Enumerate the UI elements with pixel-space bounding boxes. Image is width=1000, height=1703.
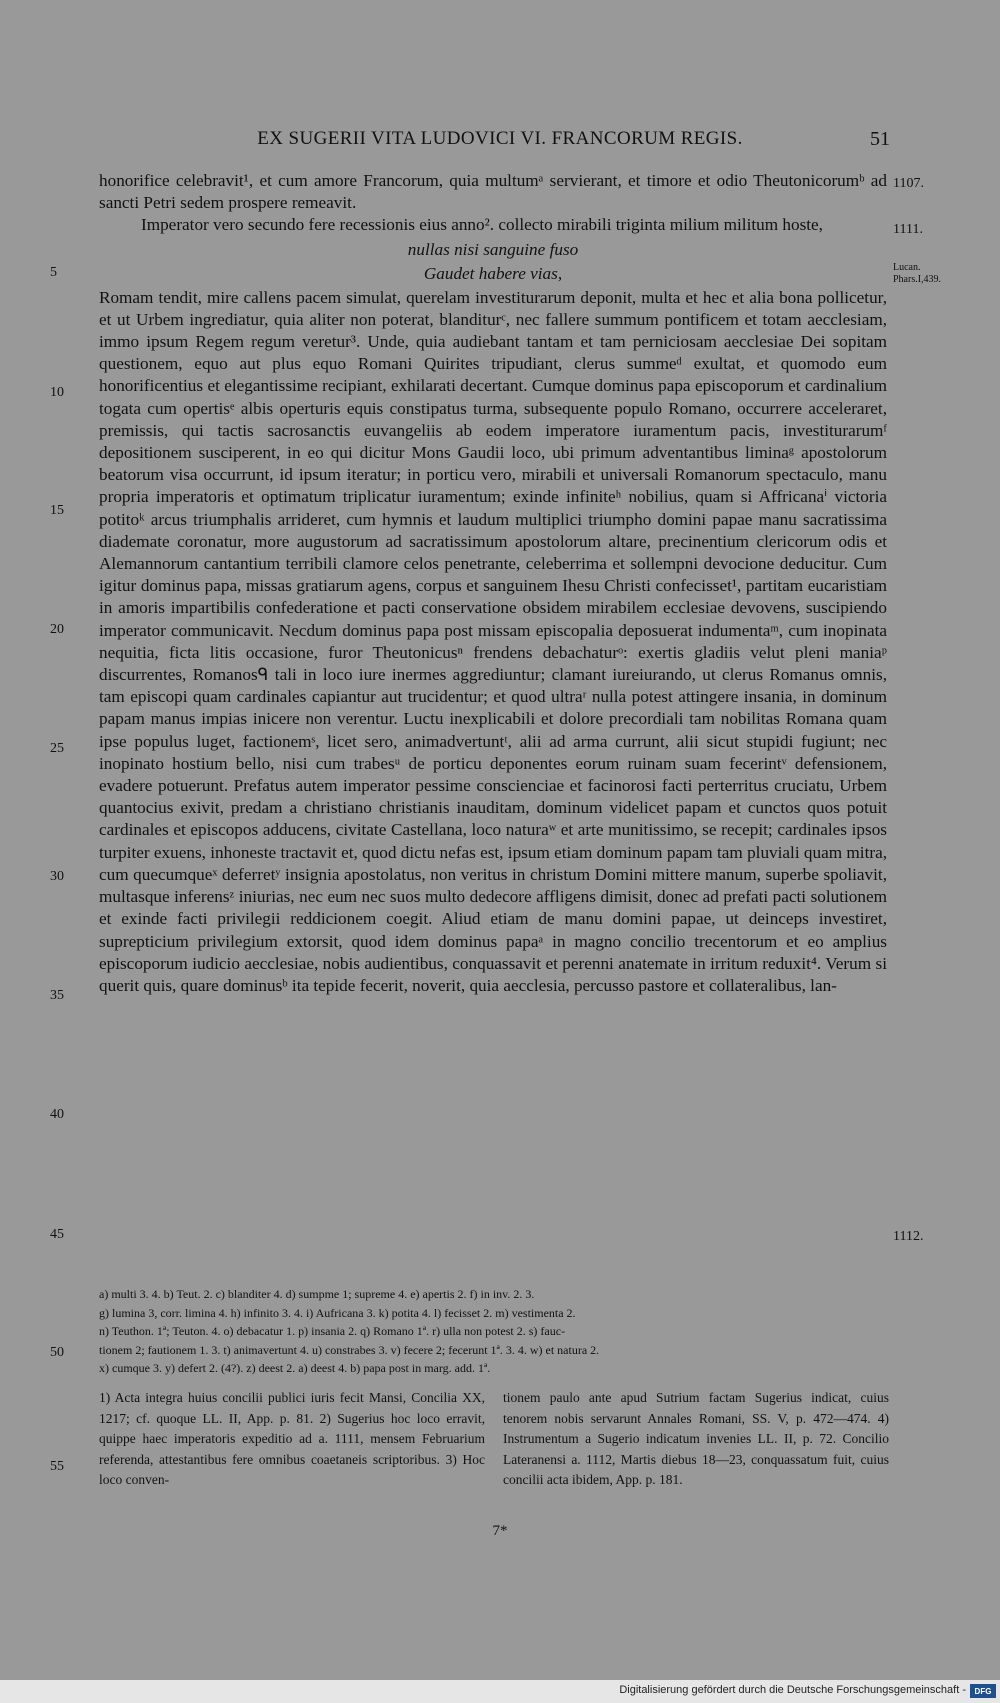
margin-year: 1112. [893, 1229, 924, 1244]
line-number: 15 [50, 503, 64, 518]
paragraph: honorifice celebravit¹, et cum amore Francorum, quia multumᵃ servierant, et timore et odio Theutonicorumᵇ ad sancti Petri sedem prospere remeavit. [99, 171, 887, 213]
line-number: 35 [50, 988, 64, 1003]
line-number: 20 [50, 622, 64, 637]
page-header [0, 128, 1000, 154]
line-number: 25 [50, 741, 64, 756]
variant-row: g) lumina 3, corr. limina 4. h) infinito 3. 4. i) Aufricana 3. k) potita 4. l) fecisset 2. m) vestimenta 2. [99, 1305, 576, 1320]
dfg-logo-icon: DFG [970, 1684, 996, 1698]
footnote-column-right [503, 1388, 889, 1491]
line-number: 55 [50, 1459, 64, 1474]
credit-bar [0, 1680, 1000, 1703]
signature-mark: 7* [492, 1523, 508, 1539]
line-number: 30 [50, 869, 64, 884]
line-number: 40 [50, 1107, 64, 1122]
line-number: 5 [50, 265, 57, 280]
main-text [99, 170, 887, 997]
paragraph: Imperator vero secundo fere recessionis eius anno². collecto mirabili triginta milium militum hoste, [141, 215, 823, 235]
line-number: 50 [50, 1345, 64, 1360]
footnote-text: 1) Acta integra huius concilii publici iuris fecit Mansi, Concilia XX, 1217; cf. quoque LL. II, App. p. 81. 2) Sugerius hoc loco erravit, quippe haec imperatoris expeditio ad a. 1111, mensem Februarium referenda, attestantibus fere omnibus coaetaneis scriptoribus. 3) Hoc loco conven- [99, 1390, 485, 1487]
verse-line: nullas nisi sanguine fuso [407, 239, 579, 259]
page-number: 51 [870, 128, 890, 150]
line-number: 10 [50, 385, 64, 400]
margin-reference: Lucan. [893, 262, 921, 273]
variant-row: n) Teuthon. 1ª; Teuton. 4. o) debacatur 1. p) insania 2. q) Romano 1ª. r) ulla non potest 2. s) fauc- [99, 1324, 566, 1338]
variant-row: a) multi 3. 4. b) Teut. 2. c) blanditer 4. d) sumpme 1; supreme 4. e) apertis 2. f) in inv. 2. 3. [99, 1287, 535, 1301]
verse-line: Gaudet habere vias, [423, 263, 563, 283]
funding-credit: Digitalisierung gefördert durch die Deutsche Forschungsgemeinschaft - [619, 1684, 966, 1696]
variant-apparatus [99, 1285, 889, 1378]
footnote-column-left [99, 1388, 485, 1491]
paragraph: Romam tendit, mire callens pacem simulat, querelam investiturarum deponit, multa et hec et alia bona pollicetur, et ut Urbem ingrediatur, quia aliter non poterat, blanditurᶜ, nec fallere summum pontificem et totam aecclesiam, immo ipsum Regem regum veretur³. Unde, quia audiebant tantam et tam perniciosam aecclesiae Dei sopitam questionem, equo aut plus equo Romani Quirites tripudiant, clerus summeᵈ exultat, et quomodo eum honorificentius et elegantissime recipiant, exhilarati decertant. Cumque dominus papa episcoporum et cardinalium togata cum opertisᵉ albis operturis equis constipatus turma, subsequente populo Romano, occurrere acceleraret, premissis, qui tactis sacrosanctis euvangeliis ab eodem imperatore iuramentum pacis, investiturarumᶠ depositionem susciperent, in eo qui dicitur Mons Gaudii loco, ubi primum adventantibus liminaᵍ apostolorum beatorum visa occurrunt, id ipsum iteratur; in porticu vero, mirabili et universali Romanorum spectaculo, manu propria imperatoris et optimatum triplicatur iuramentum; exinde infiniteʰ nobilius, quam si Affricanaⁱ victoria potitoᵏ arcus triumphalis arrideret, cum hymnis et laudum multiplici triumpho domini papae manu sacratissima diademate coronatur, more augustorum ad sacratissimum apostolorum altare, precinentium clericorum odis et Alemannorum cantantium terribili clamore celos penetrante, celeberrima et sollempni devocione deducitur. Cum igitur dominus papa, missas gratiarum agens, corpus et sanguinem Ihesu Christi confecisset¹, partitam eucaristiam in amoris impartibilis confederatione et pacti conservatione obsidem mirabilem ecclesiae devovens, suscipiendo imperator communicavit. Necdum dominus papa post missam episcopalia deposuerat indumentaᵐ, cum inopinata nequitia, ficta litis occasione, furor Theutonicusⁿ frendens debachaturᵒ: exertis gladiis velut pleni maniaᵖ discurrentes, Romanosᑫ tali in loco iure inermes aggrediuntur; clamant iureiurando, ut clerus Romanus omnis, tam episcopi quam cardinales capiantur aut trucidentur; et quod ultraʳ nulla potest attingere insania, in dominum papam manus impias inicere non verentur. Luctu inexplicabili et dolore precordiali tam nobilitas Romana quam ipse populus luget, factionemˢ, licet sero, animadvertuntᵗ, alii ad arma currunt, alii sicut stupidi fugiunt; nec inopinato hostium bello, nisi cum trabesᵘ de porticu deponentes eorum ruinam suam fecerintᵛ defensionem, evadere potuerunt. Prefatus autem imperator pessime conscienciae et facinorosi facti perterritus cruciatu, Urbem quantocius exivit, predam a christiano christianis inauditam, dominum videlicet papam et cunctos quos potuit cardinales et episcopos adducens, civitate Castellana, loco naturaʷ et arte munitissimo, se recepit; cardinales ipsos turpiter exuens, inhoneste tractavit et, quod dictu nefas est, ipsum etiam dominum papam tam pluviali quam mitra, cum quecumqueˣ deferretʸ insignia apostolatus, non veritus in christum Domini mittere manum, superbe spoliavit, multasque inferensᶻ iniurias, nec eum nec suos multo dedecore affligens dimisit, donec ad prefati pacti solutionem et exinde facti privilegii reddicionem coegit. Aliud etiam de manu domini papae, ut deinceps investiret, suprepticium privilegium extorsit, quod idem dominus papaᵃ in magno concilio trecentorum et eo amplius episcoporum iudicio aecclesiae, nobis audientibus, conquassavit et perenni anatemate in irritum reduxit⁴. Verum si querit quis, quare dominusᵇ ita tepide fecerit, noverit, quia aecclesia, percusso pastore et collateralibus, lan- [99, 287, 887, 995]
variant-row: tionem 2; fautionem 1. 3. t) animavertunt 4. u) constrabes 3. v) fecere 2; fecerunt 1ª. 3. 4. w) et natura 2. [99, 1342, 600, 1357]
margin-year: 1107. [893, 176, 924, 191]
footnotes [99, 1388, 889, 1491]
margin-year: 1111. [893, 222, 923, 237]
running-title: EX SUGERII VITA LUDOVICI VI. FRANCORUM REGIS. [257, 128, 743, 149]
margin-reference: Phars.I,439. [893, 274, 942, 285]
variant-row: x) cumque 3. y) defert 2. (4?). z) deest 2. a) deest 4. b) papa post in marg. add. 1ª. [99, 1361, 491, 1375]
footnote-text: tionem paulo ante apud Sutrium factam Sugerius indicat, cuius tenorem nobis servarunt Annales Romani, SS. V, p. 472—474. 4) Instrumentum a Sugerio indicatum invenies LL. II, p. 72. Concilio Lateranensi a. 1112, Martis diebus 18—23, conquassatum fuit, cuius concilii acta ibidem, App. p. 181. [503, 1390, 889, 1487]
line-number: 45 [50, 1227, 64, 1242]
